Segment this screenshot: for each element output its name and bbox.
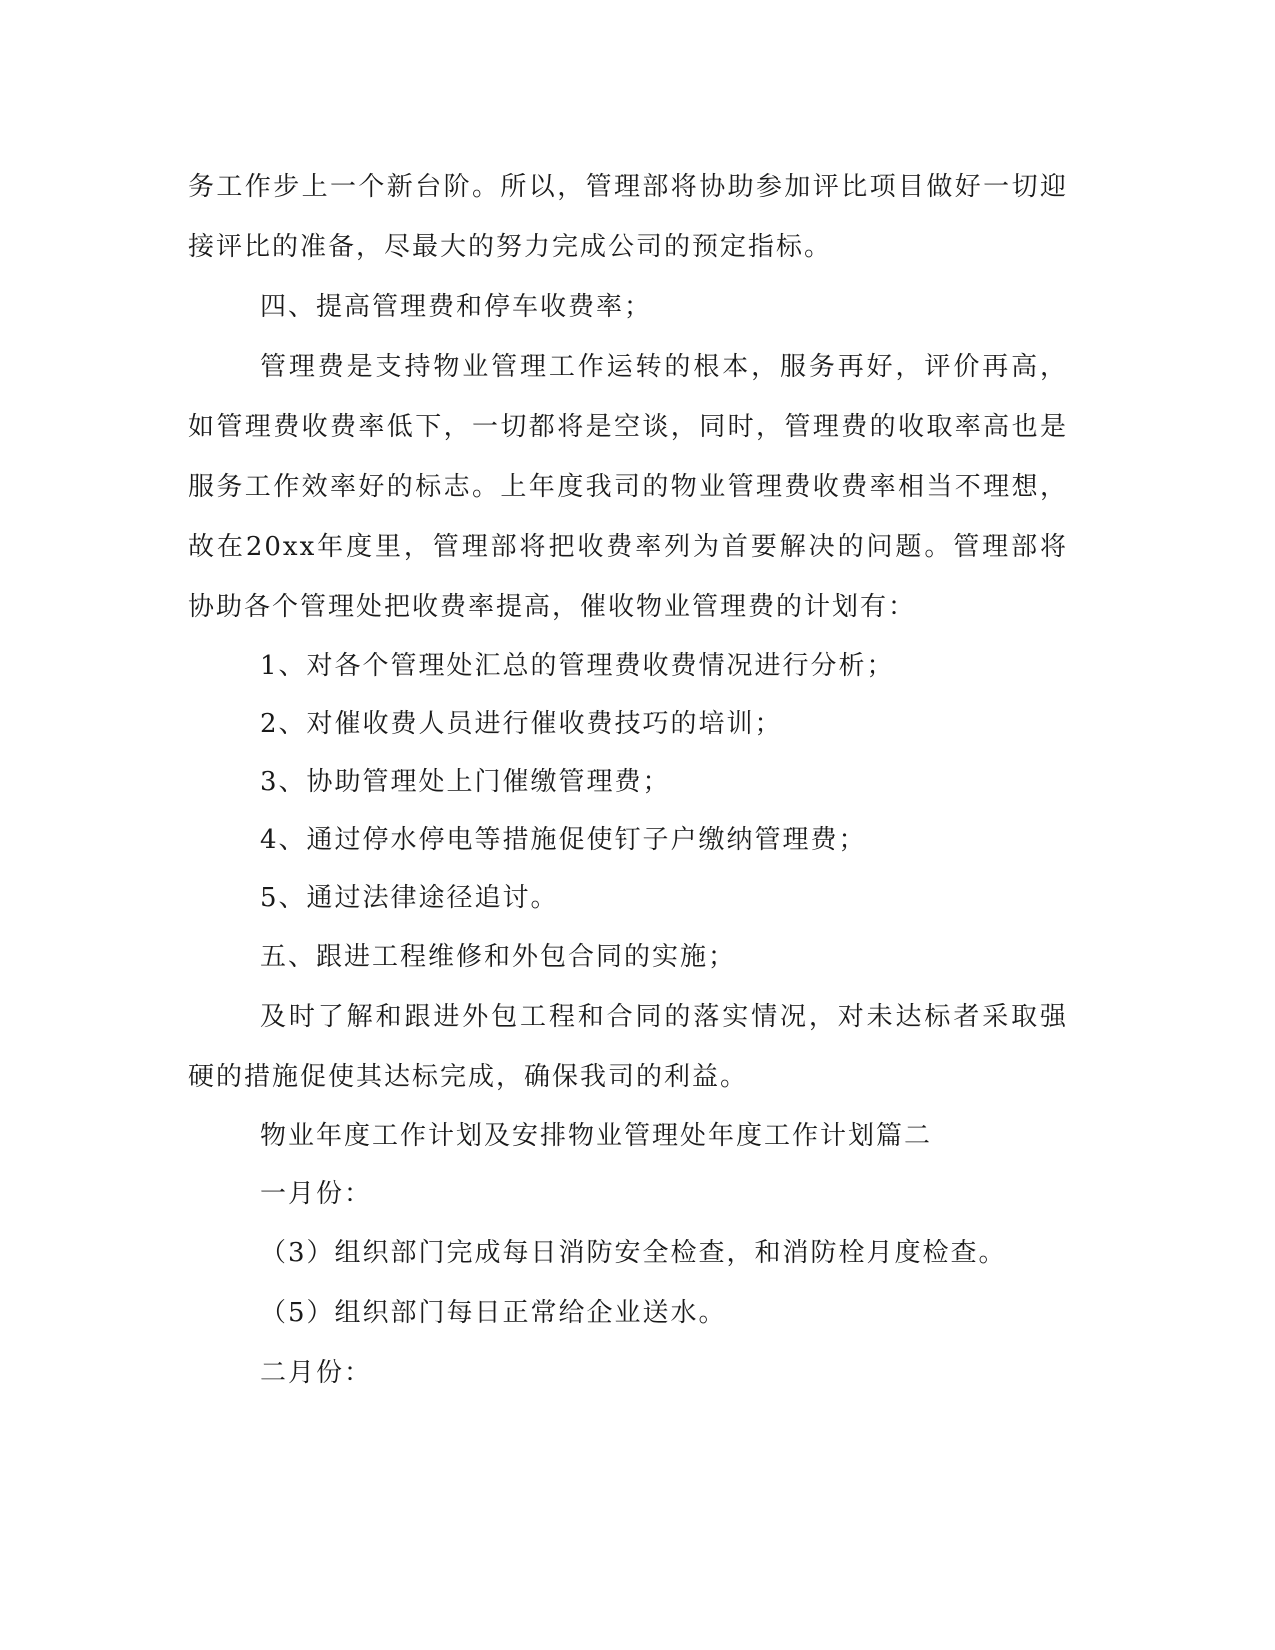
document-body [188, 157, 1068, 1403]
list-item: （5）组织部门每日正常给企业送水。 [260, 1298, 727, 1328]
list-item: （3）组织部门完成每日消防安全检查，和消防栓月度检查。 [260, 1238, 1007, 1268]
paragraph-continuation: 务工作步上一个新台阶。所以，管理部将协助参加评比项目做好一切迎接评比的准备，尽最大的努力完成公司的预定指标。 [188, 172, 1068, 262]
list-item: 5、通过法律途径追讨。 [260, 883, 559, 913]
section-heading-4: 四、提高管理费和停车收费率； [260, 292, 653, 322]
section-heading-5: 五、跟进工程维修和外包合同的实施； [260, 942, 737, 972]
article-title-part-two: 物业年度工作计划及安排物业管理处年度工作计划篇二 [260, 1121, 933, 1151]
month-heading-january: 一月份： [260, 1179, 373, 1209]
list-item: 1、对各个管理处汇总的管理费收费情况进行分析； [260, 651, 895, 681]
paragraph-management-fee: 管理费是支持物业管理工作运转的根本，服务再好，评价再高，如管理费收费率低下，一切都将是空谈，同时，管理费的收取率高也是服务工作效率好的标志。上年度我司的物业管理费收费率相当不理想，故在20xx年度里，管理部将把收费率列为首要解决的问题。管理部将协助各个管理处把收费率提高，催收物业管理费的计划有： [188, 352, 1068, 622]
list-item: 3、协助管理处上门催缴管理费； [260, 767, 671, 797]
month-heading-february: 二月份： [260, 1358, 373, 1388]
paragraph-outsourcing: 及时了解和跟进外包工程和合同的落实情况，对未达标者采取强硬的措施促使其达标完成，确保我司的利益。 [188, 1002, 1068, 1092]
list-item: 2、对催收费人员进行催收费技巧的培训； [260, 709, 783, 739]
list-item: 4、通过停水停电等措施促使钉子户缴纳管理费； [260, 825, 867, 855]
